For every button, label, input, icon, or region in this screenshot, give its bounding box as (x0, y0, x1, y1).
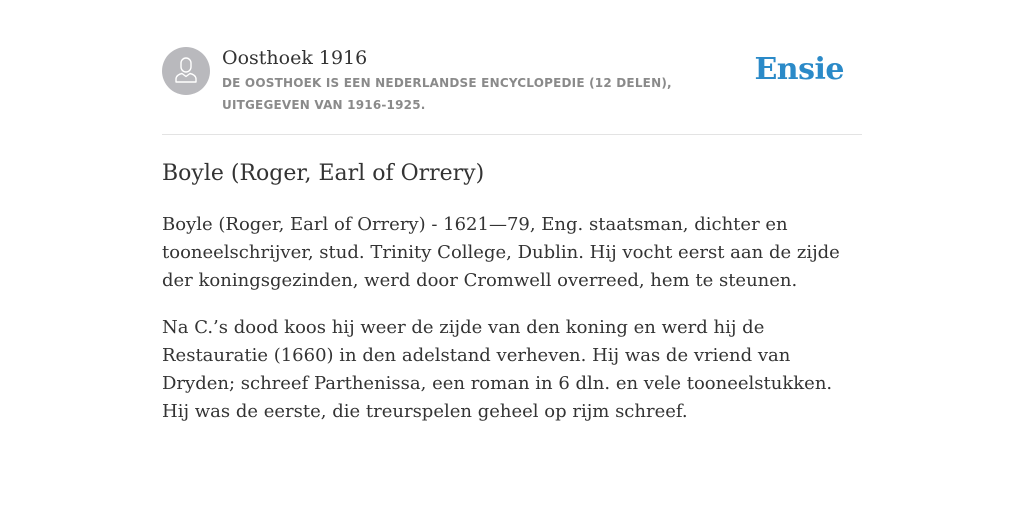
user-icon (162, 47, 210, 95)
article-paragraph: Boyle (Roger, Earl of Orrery) - 1621—79, Eng. staatsman, dichter en tooneelschrijver, stud. Trinity College, Dublin. Hij vocht eerst aan de zijde der koningsgezinden, werd door Cromwell overreed, hem te steunen. (162, 214, 840, 291)
source-header (162, 44, 862, 135)
source-avatar[interactable] (162, 47, 210, 95)
article-paragraph: Na C.’s dood koos hij weer de zijde van den koning en werd hij de Restauratie (1660) in den adelstand verheven. Hij was de vriend van Dryden; schreef Parthenissa, een roman in 6 dln. en vele tooneelstukken. Hij was de eerste, die treurspelen geheel op rijm schreef. (162, 317, 833, 422)
source-description: DE OOSTHOEK IS EEN NEDERLANDSE ENCYCLOPEDIE (12 DELEN), UITGEGEVEN VAN 1916-1925. (222, 76, 672, 112)
article-title: Boyle (Roger, Earl of Orrery) (162, 161, 485, 186)
source-title[interactable]: Oosthoek 1916 (222, 47, 368, 69)
ensie-logo[interactable]: Ensie (754, 52, 844, 87)
article-body (162, 211, 862, 445)
